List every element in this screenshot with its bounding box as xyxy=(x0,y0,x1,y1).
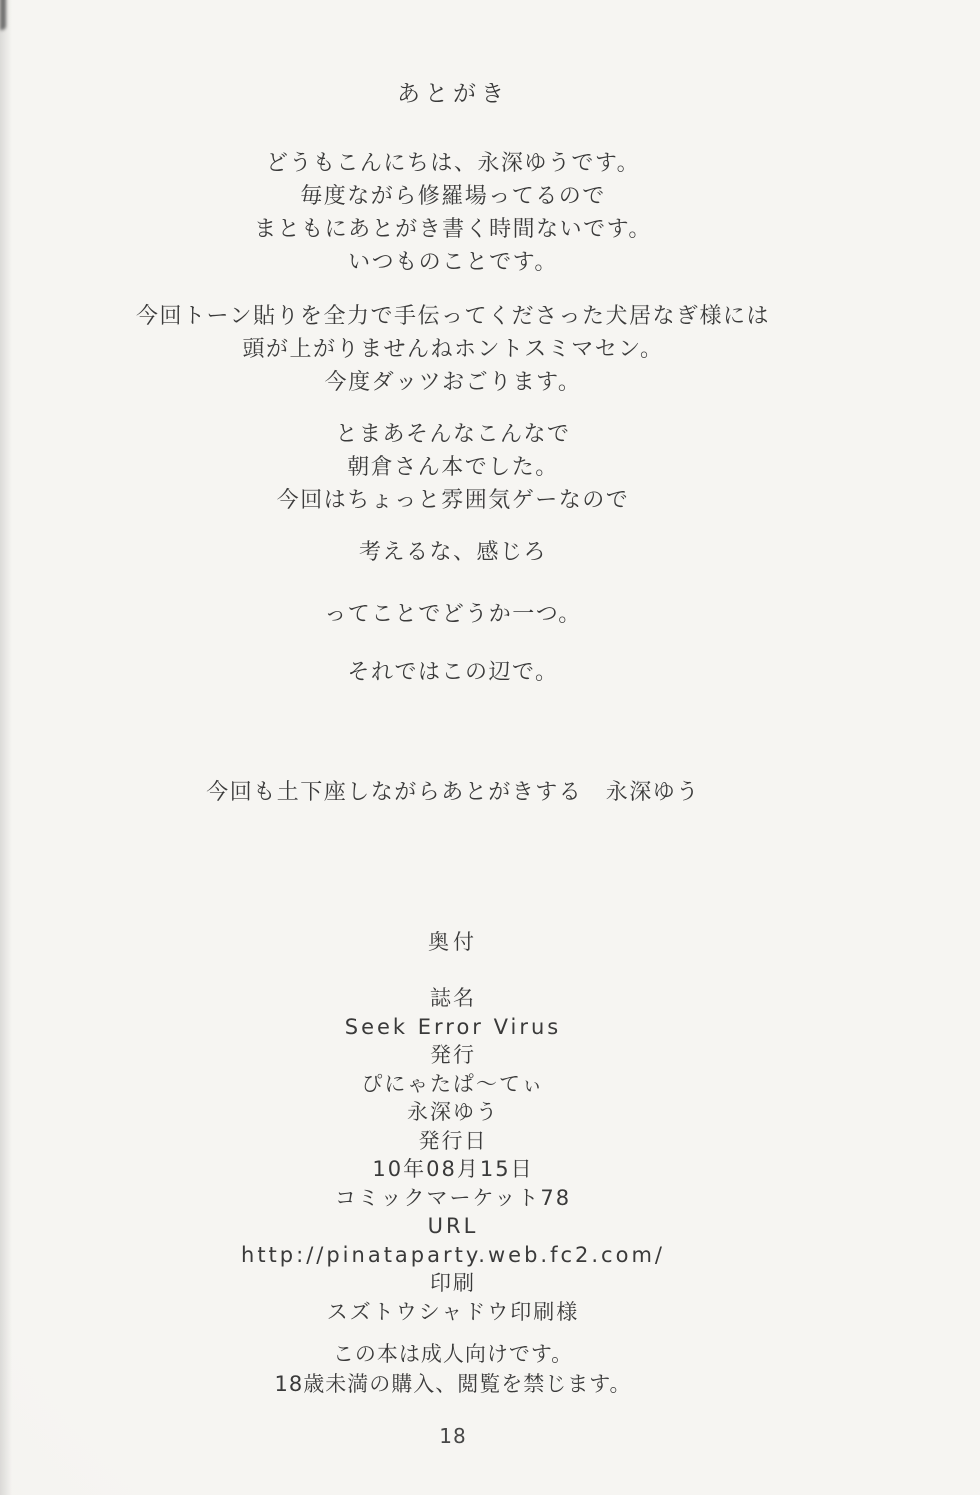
colophon-value-publish-date: 10年08月15日 xyxy=(372,1157,534,1181)
colophon-value-url: http://pinataparty.web.fc2.com/ xyxy=(241,1242,665,1267)
text-line: どうもこんにちは、永深ゆうです。 xyxy=(265,151,641,176)
afterword-paragraph-quote xyxy=(0,536,906,569)
colophon-label-publisher: 発行 xyxy=(430,1043,476,1067)
text-line: 頭が上がりませんねホントスミマセン。 xyxy=(242,337,664,362)
afterword-paragraph-about-book xyxy=(0,418,906,517)
afterword-signature xyxy=(0,776,906,809)
afterword-title: あとがき xyxy=(397,81,509,107)
text-line: 今回はちょっと雰囲気ゲーなので xyxy=(276,488,630,513)
colophon-title: 奥付 xyxy=(428,930,478,954)
colophon-label-publish-date: 発行日 xyxy=(418,1128,488,1153)
colophon-label-book-title: 誌名 xyxy=(430,986,476,1010)
text-line: いつものことです。 xyxy=(348,250,558,275)
afterword-paragraph-greeting xyxy=(0,147,906,279)
colophon-value-circle: ぴにゃたぱ～てぃ xyxy=(361,1071,545,1096)
text-line: まともにあとがき書く時間ないです。 xyxy=(254,217,652,242)
text-line: 朝倉さん本でした。 xyxy=(347,455,559,480)
page-number: 18 xyxy=(439,1424,467,1448)
colophon-list xyxy=(0,984,906,1326)
afterword-paragraph-request xyxy=(0,598,906,631)
text-line: 今回も土下座しながらあとがきする 永深ゆう xyxy=(206,780,700,805)
text-line: 今回トーン貼りを全力で手伝ってくださった犬居なぎ様には xyxy=(135,304,771,329)
text-line: 考えるな、感じろ xyxy=(358,540,547,565)
text-line: 毎度ながら修羅場ってるので xyxy=(300,184,606,209)
text-line: とまあそんなこんなで xyxy=(335,422,571,447)
afterword-paragraph-closing xyxy=(0,656,906,689)
colophon-value-event: コミックマーケット78 xyxy=(334,1185,572,1210)
colophon-label-printer: 印刷 xyxy=(430,1271,476,1295)
text-line: ってことでどうか一つ。 xyxy=(324,602,582,627)
colophon-value-author: 永深ゆう xyxy=(407,1100,499,1124)
colophon-value-book-title: Seek Error Virus xyxy=(344,1014,562,1039)
colophon-value-printer: スズトウシャドウ印刷様 xyxy=(326,1299,580,1324)
text-line: 今度ダッツおごります。 xyxy=(324,370,582,395)
afterword-paragraph-thanks xyxy=(0,300,906,399)
notice-line: この本は成人向けです。 xyxy=(332,1342,574,1366)
colophon-label-url: URL xyxy=(427,1214,479,1238)
notice-line: 18歳未満の購入、閲覧を禁じます。 xyxy=(274,1372,632,1396)
text-line: それではこの辺で。 xyxy=(347,660,559,685)
adult-content-notice xyxy=(0,1339,906,1399)
